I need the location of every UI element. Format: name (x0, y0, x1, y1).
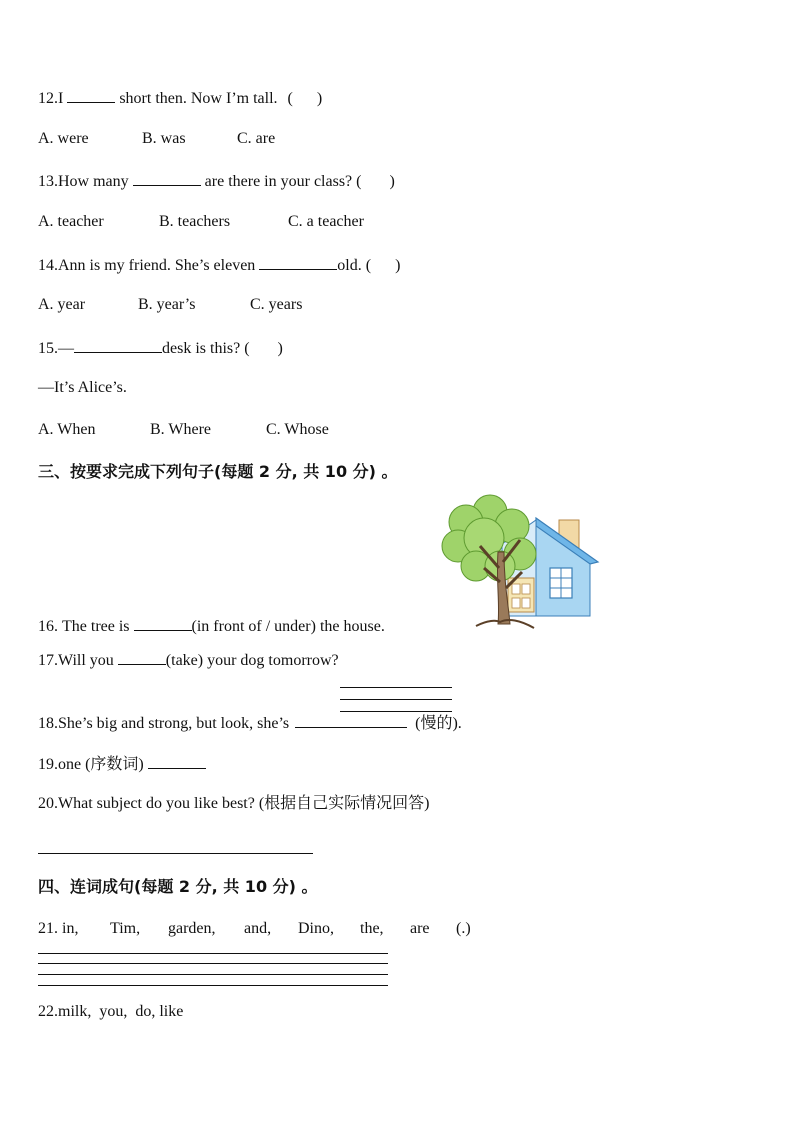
word: in, (62, 920, 79, 937)
option-b[interactable]: B. year’s (138, 296, 196, 313)
question-number: 20. (38, 795, 58, 812)
option-a[interactable]: A. year (38, 296, 86, 313)
options-15 (38, 419, 329, 441)
question-13 (38, 169, 395, 193)
answer-blank[interactable] (259, 253, 337, 270)
answer-parentheses[interactable]: ( ) (244, 340, 283, 357)
option-c[interactable]: C. Whose (266, 421, 329, 438)
answer-blank[interactable] (118, 648, 166, 665)
answer-blank[interactable] (74, 336, 162, 353)
question-text: are there in your class? (200, 173, 353, 190)
question-number: 17. (38, 652, 58, 669)
options-13 (38, 211, 364, 233)
question-14 (38, 253, 400, 277)
answer-blank[interactable] (67, 86, 115, 103)
question-text: I (58, 90, 68, 107)
answer-blank[interactable] (134, 614, 192, 631)
word: the, (360, 920, 384, 937)
question-15 (38, 336, 283, 360)
question-20 (38, 793, 430, 815)
question-19 (38, 752, 206, 776)
question-text: — (58, 340, 74, 357)
word: Tim, (110, 920, 141, 937)
reply-15: —It’s Alice’s. (38, 379, 127, 396)
question-text: old. (337, 257, 362, 274)
section-4-title: 四、连词成句(每题 2 分, 共 10 分) 。 (38, 877, 318, 896)
question-number: 12. (38, 90, 58, 107)
question-number: 22. (38, 1003, 58, 1020)
options-12 (38, 128, 275, 150)
question-22 (38, 1001, 183, 1023)
question-text: one (序数词) (58, 756, 148, 773)
question-text: milk, you, do, like (58, 1003, 184, 1020)
question-text: Ann is my friend. She’s eleven (58, 257, 260, 274)
word: Dino, (298, 920, 334, 937)
question-18 (38, 711, 462, 735)
question-text: (in front of / under) the house. (191, 618, 385, 635)
question-number: 18. (38, 715, 58, 732)
word: and, (244, 920, 272, 937)
writing-line (340, 687, 452, 688)
answer-line[interactable] (38, 963, 388, 964)
question-text: She’s big and strong, but look, she’s (58, 715, 294, 732)
word: are (410, 920, 430, 937)
option-b[interactable]: B. teachers (159, 213, 231, 230)
option-c[interactable]: C. years (250, 296, 303, 313)
question-16 (38, 614, 385, 638)
answer-parentheses[interactable]: ( ) (356, 173, 395, 190)
option-c[interactable]: C. are (237, 130, 276, 147)
question-number: 21. (38, 920, 58, 937)
question-text: (take) your dog tomorrow? (165, 652, 339, 669)
question-number: 16. (38, 618, 58, 635)
answer-line[interactable] (38, 974, 388, 975)
question-number: 19. (38, 756, 58, 773)
word: garden, (168, 920, 216, 937)
answer-blank[interactable] (133, 169, 201, 186)
question-number: 14. (38, 257, 58, 274)
answer-line[interactable] (38, 985, 388, 986)
answer-parentheses[interactable]: ( ) (365, 257, 401, 274)
question-text: What subject do you like best? (根据自己实际情况回答) (58, 795, 430, 812)
question-text: The tree is (62, 618, 134, 635)
answer-line[interactable] (38, 953, 388, 954)
question-21 (38, 918, 471, 940)
question-12 (38, 86, 322, 110)
question-text: desk is this? (162, 340, 241, 357)
question-text: (慢的). (415, 715, 462, 732)
options-14 (38, 294, 302, 316)
option-a[interactable]: A. teacher (38, 213, 104, 230)
section-3-title: 三、按要求完成下列句子(每题 2 分, 共 10 分) 。 (38, 462, 398, 481)
question-text: short then. Now I’m tall. (115, 90, 278, 107)
answer-blank[interactable] (148, 752, 206, 769)
question-17 (38, 648, 339, 672)
question-number: 15. (38, 340, 58, 357)
writing-line (340, 699, 452, 700)
answer-parentheses[interactable]: ( ) (287, 90, 323, 107)
question-text: Will you (58, 652, 118, 669)
option-a[interactable]: A. When (38, 421, 96, 438)
option-c[interactable]: C. a teacher (288, 213, 364, 230)
answer-line[interactable] (38, 853, 313, 854)
tree-and-house-illustration (440, 492, 602, 632)
question-text: How many (58, 173, 133, 190)
option-b[interactable]: B. Where (150, 421, 212, 438)
option-b[interactable]: B. was (142, 130, 186, 147)
option-a[interactable]: A. were (38, 130, 89, 147)
word: (.) (456, 920, 471, 937)
question-number: 13. (38, 173, 58, 190)
answer-blank[interactable] (295, 711, 407, 728)
